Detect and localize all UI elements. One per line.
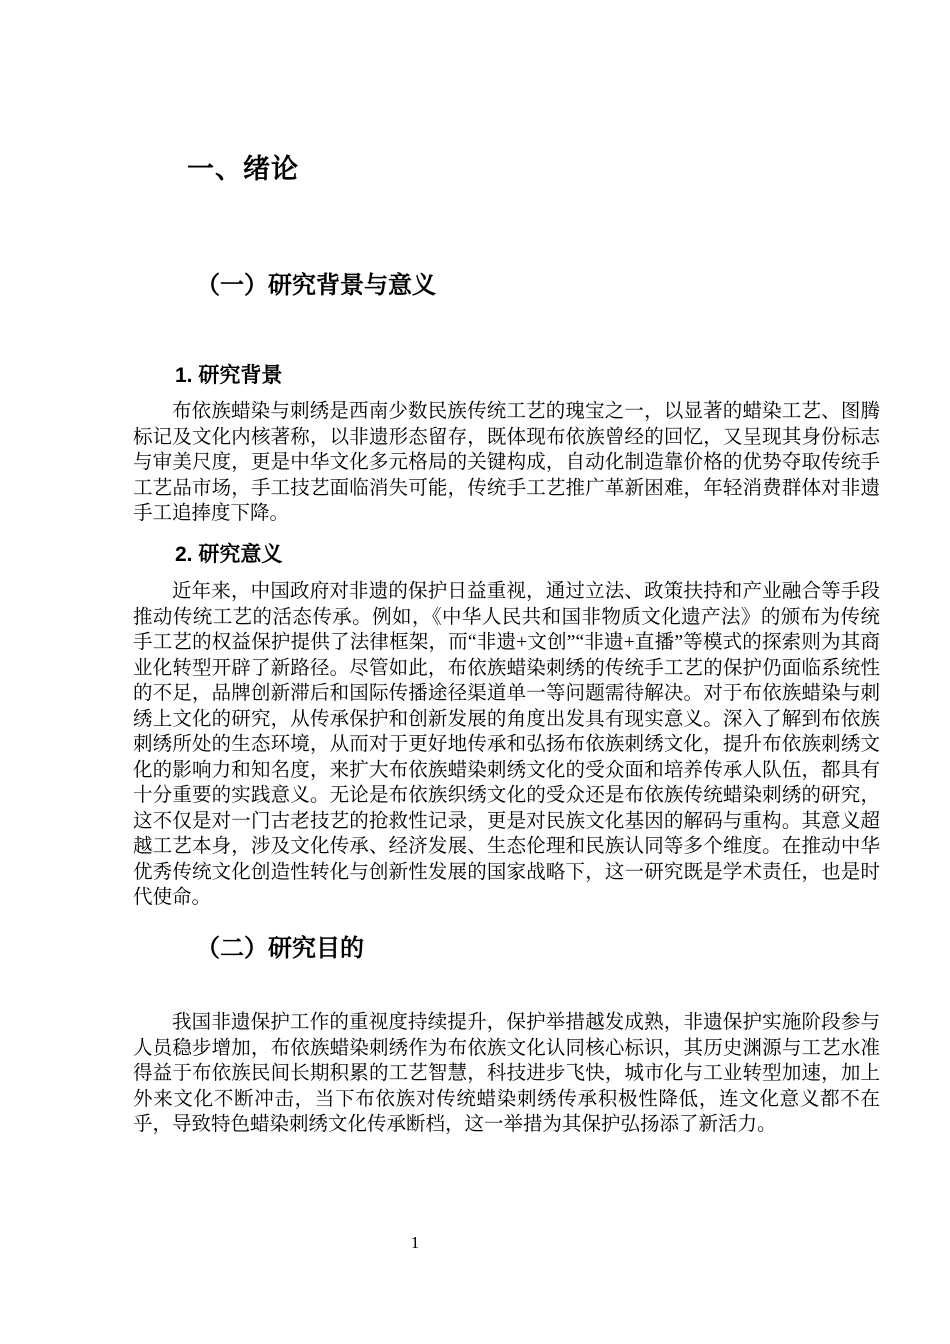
page-number: 1 — [410, 1233, 420, 1252]
paragraph-research-purpose: 我国非遗保护工作的重视度持续提升，保护举措越发成熟，非遗保护实施阶段参与人员稳步增加，布依族蜡染刺绣作为布依族文化认同核心标识，其历史渊源与工艺水准得益于布依族民间长期积累的工艺智慧，科技进步飞快，城市化与工业转型加速，加上外来文化不断冲击，当下布依族对传统蜡染刺绣传承积极性降低，连文化意义都不在乎，导致特色蜡染刺绣文化传承断档，这一举措为其保护弘扬添了新活力。 — [133, 1012, 880, 1135]
paragraph-research-background: 布依族蜡染与刺绣是西南少数民族传统工艺的瑰宝之一，以显著的蜡染工艺、图腾标记及文化内核著称，以非遗形态留存，既体现布依族曾经的回忆，又呈现其身份标志与审美尺度，更是中华文化多元格局的关键构成，自动化制造靠价格的优势夺取传统手工艺品市场，手工技艺面临消失可能，传统手工艺推广革新困难，年轻消费群体对非遗手工追捧度下降。 — [133, 401, 880, 524]
section-heading-background-significance: （一）研究背景与意义 — [196, 272, 436, 299]
chapter-heading: 一、绪论 — [187, 154, 299, 184]
section-heading-research-purpose: （二）研究目的 — [196, 935, 364, 962]
subsection-heading-research-background: 1. 研究背景 — [175, 364, 283, 387]
subsection-heading-research-significance: 2. 研究意义 — [175, 543, 283, 566]
paragraph-research-significance: 近年来，中国政府对非遗的保护日益重视，通过立法、政策扶持和产业融合等手段推动传统工艺的活态传承。例如，《中华人民共和国非物质文化遗产法》的颁布为传统手工艺的权益保护提供了法律框架，而“非遗+文创”“非遗+直播”等模式的探索则为其商业化转型开辟了新路径。尽管如此，布依族蜡染刺绣的传统手工艺的保护仍面临系统性的不足，品牌创新滞后和国际传播途径渠道单一等问题需待解决。对于布依族蜡染与刺绣上文化的研究，从传承保护和创新发展的角度出发具有现实意义。深入了解到布依族刺绣所处的生态环境，从而对于更好地传承和弘扬布依族刺绣文化，提升布依族刺绣文化的影响力和知名度，来扩大布依族蜡染刺绣文化的受众面和培养传承人队伍，都具有十分重要的实践意义。无论是布依族织绣文化的受众还是布依族传统蜡染刺绣的研究，这不仅是对一门古老技艺的抢救性记录，更是对民族文化基因的解码与重构。其意义超越工艺本身，涉及文化传承、经济发展、生态伦理和民族认同等多个维度。在推动中华优秀传统文化创造性转化与创新性发展的国家战略下，这一研究既是学术责任，也是时代使命。 — [133, 581, 880, 908]
